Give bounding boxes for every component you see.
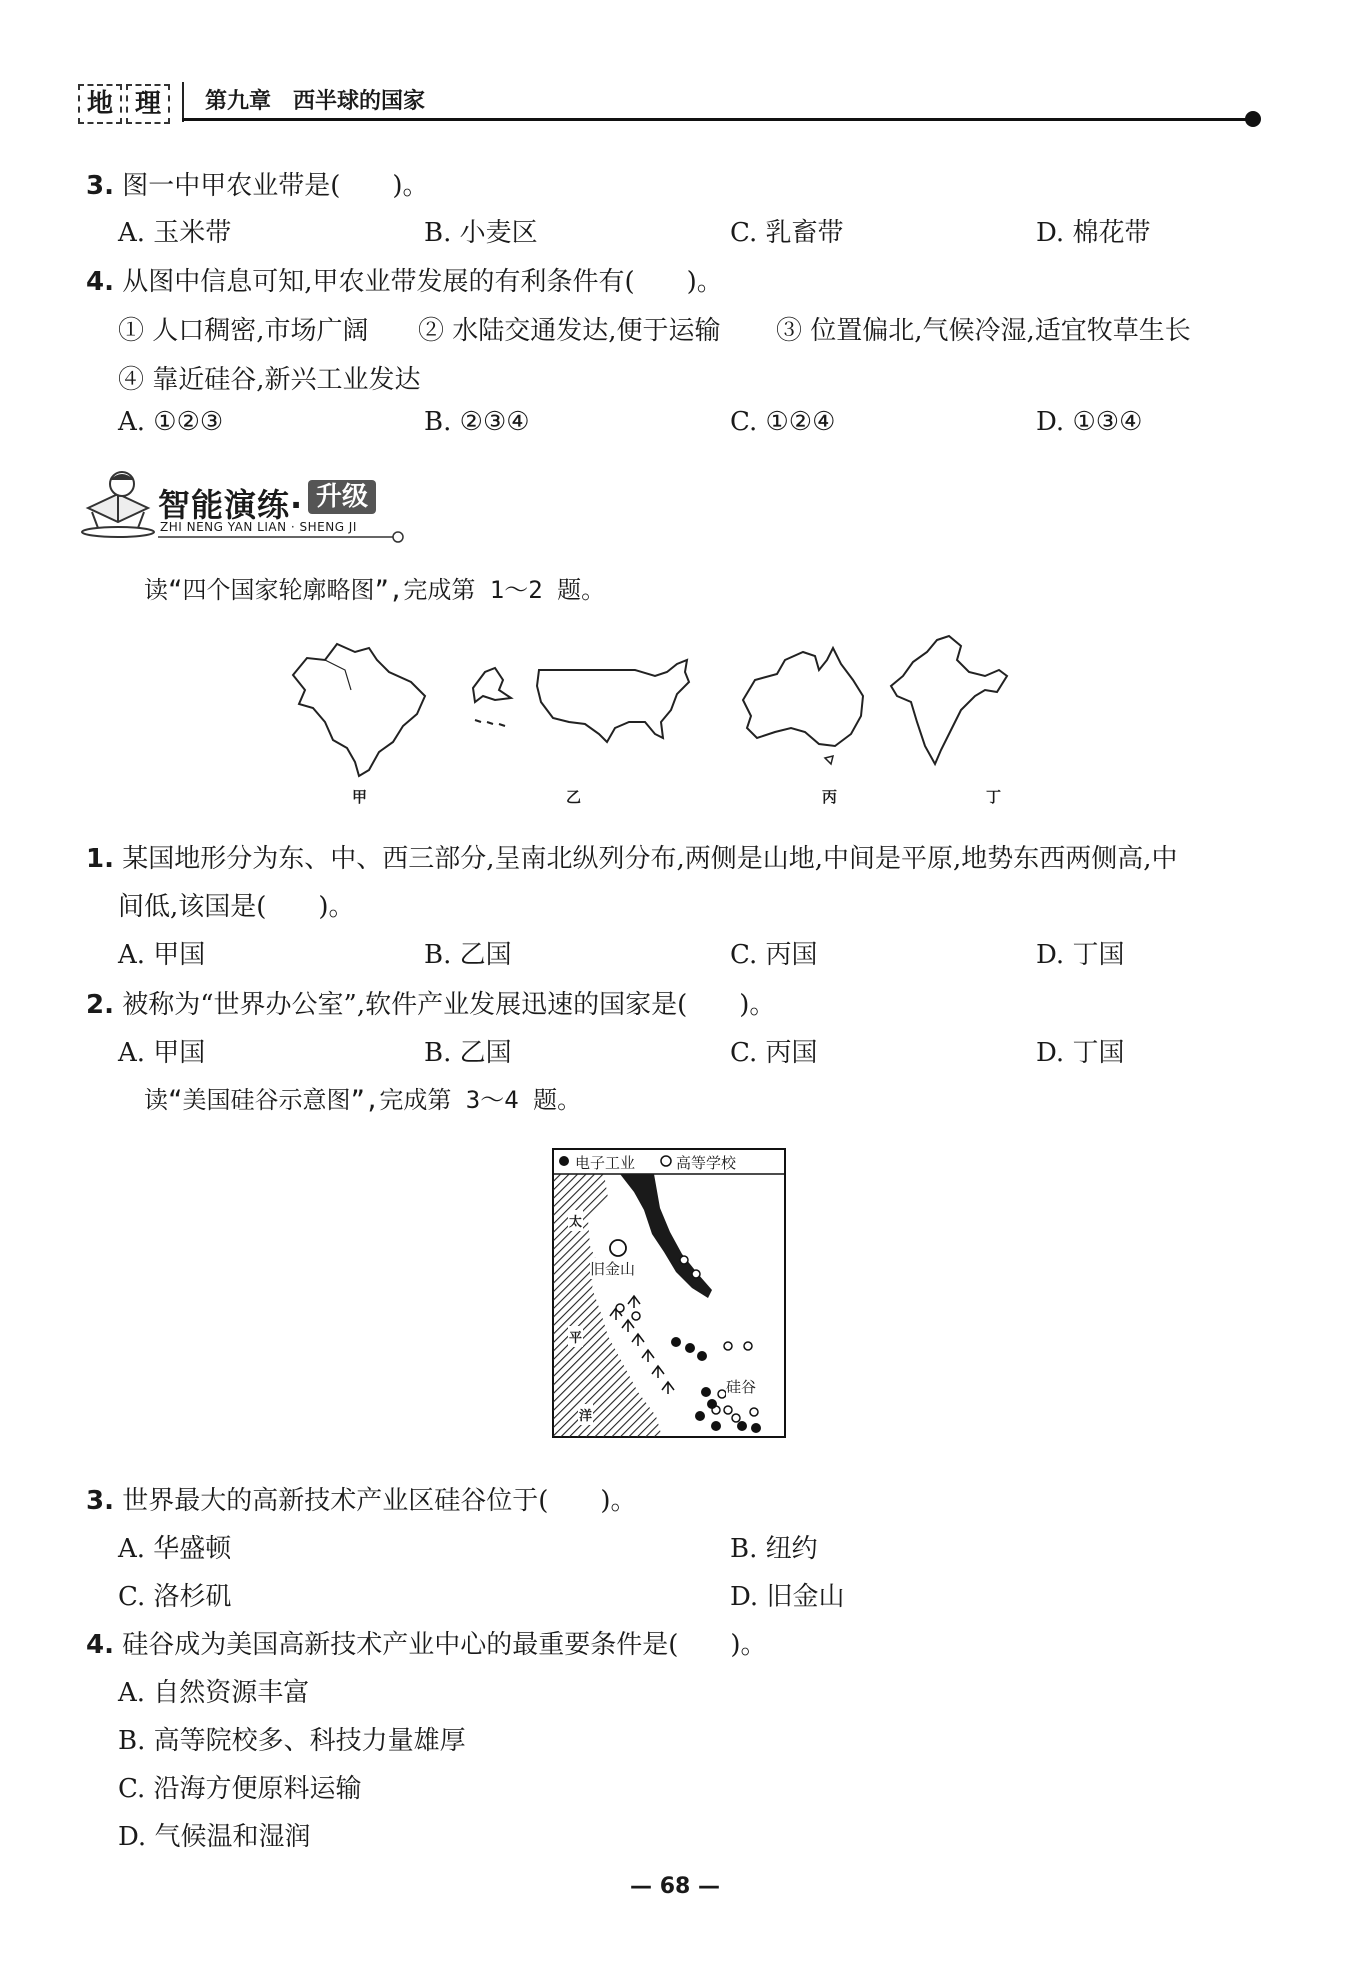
question-3b (86, 1480, 637, 1517)
silicon-valley-label: 硅谷 (726, 1378, 757, 1396)
option-c[interactable]: C. ①②④ (730, 407, 836, 437)
header-rule-dot (1245, 111, 1261, 127)
question-text: 图一中甲农业带是( )。 (122, 171, 429, 201)
san-francisco-label: 旧金山 (590, 1260, 636, 1278)
intro-country-outlines: 读“四个国家轮廓略图”,完成第 1～2 题。 (144, 576, 606, 604)
country-label-ding: 丁 (986, 788, 1002, 806)
option-a[interactable]: A. ①②③ (118, 407, 224, 437)
ocean-char-tai: 太 (568, 1210, 583, 1231)
option-b[interactable]: B. 纽约 (730, 1534, 818, 1564)
option-d[interactable]: D. ①③④ (1036, 407, 1143, 437)
country-outline-yi-alaska (473, 668, 511, 702)
banner-title: 智能演练· (158, 486, 304, 524)
option-d[interactable]: D. 旧金山 (730, 1582, 845, 1612)
banner-tag: 升级 (308, 480, 376, 514)
question-text-line2: 间低,该国是( )。 (118, 892, 355, 922)
page-number: — 68 — (630, 1874, 720, 1899)
header-divider (182, 82, 184, 122)
option-a[interactable]: A. 玉米带 (118, 218, 232, 248)
question-number: 4. (86, 1630, 114, 1660)
option-b[interactable]: B. 乙国 (424, 1038, 512, 1068)
header-rule (182, 118, 1252, 121)
option-a[interactable]: A. 华盛顿 (118, 1534, 232, 1564)
ocean-char-ping: 平 (568, 1326, 583, 1347)
option-d[interactable]: D. 气候温和湿润 (118, 1822, 311, 1852)
question-text: 世界最大的高新技术产业区硅谷位于( )。 (122, 1486, 637, 1516)
question-number: 3. (86, 171, 114, 201)
question-text: 被称为“世界办公室”,软件产业发展迅速的国家是( )。 (122, 990, 776, 1020)
question-text: 硅谷成为美国高新技术产业中心的最重要条件是( )。 (122, 1630, 767, 1660)
question-text-line1: 某国地形分为东、中、西三部分,呈南北纵列分布,两侧是山地,中间是平原,地势东西两侧高,中 (122, 844, 1178, 874)
book-reader-icon (78, 468, 160, 540)
statement-1: ① 人口稠密,市场广阔 (118, 316, 369, 346)
ocean-char-yang: 洋 (578, 1404, 593, 1425)
option-c[interactable]: C. 乳畜带 (730, 218, 844, 248)
legend-school-label: 高等学校 (676, 1154, 737, 1172)
question-4b (86, 1624, 767, 1661)
option-a[interactable]: A. 甲国 (118, 940, 206, 970)
question-1 (86, 838, 1178, 875)
statement-3: ③ 位置偏北,气候冷湿,适宜牧草生长 (776, 316, 1191, 346)
country-outline-ding (891, 636, 1007, 764)
country-label-yi: 乙 (566, 788, 582, 806)
banner-subtitle: ZHI NENG YAN LIAN · SHENG JI (160, 520, 357, 534)
question-4a (86, 261, 723, 298)
country-outline-yi (537, 660, 689, 742)
chapter-title: 第九章 西半球的国家 (205, 88, 426, 114)
option-d[interactable]: D. 丁国 (1036, 1038, 1125, 1068)
option-d[interactable]: D. 丁国 (1036, 940, 1125, 970)
country-outline-bing (743, 648, 863, 746)
option-a[interactable]: A. 甲国 (118, 1038, 206, 1068)
subject-char-li: 理 (126, 84, 170, 124)
question-number: 3. (86, 1486, 114, 1516)
question-number: 2. (86, 990, 114, 1020)
option-d[interactable]: D. 棉花带 (1036, 218, 1151, 248)
question-2 (86, 984, 775, 1021)
question-number: 4. (86, 267, 114, 297)
option-a[interactable]: A. 自然资源丰富 (118, 1678, 310, 1708)
country-outline-jia (293, 644, 425, 776)
question-text: 从图中信息可知,甲农业带发展的有利条件有( )。 (122, 267, 723, 297)
country-label-jia: 甲 (352, 788, 368, 806)
option-b[interactable]: B. 高等院校多、科技力量雄厚 (118, 1726, 466, 1756)
statement-2: ② 水陆交通发达,便于运输 (418, 316, 721, 346)
option-b[interactable]: B. ②③④ (424, 407, 530, 437)
option-b[interactable]: B. 小麦区 (424, 218, 538, 248)
question-number: 1. (86, 844, 114, 874)
option-c[interactable]: C. 丙国 (730, 1038, 818, 1068)
option-c[interactable]: C. 沿海方便原料运输 (118, 1774, 362, 1804)
banner-underline (158, 530, 408, 544)
legend-industry-label: 电子工业 (575, 1154, 636, 1172)
option-c[interactable]: C. 洛杉矶 (118, 1582, 232, 1612)
subject-char-di: 地 (78, 84, 122, 124)
country-outlines-figure (285, 630, 1065, 780)
intro-silicon-valley: 读“美国硅谷示意图”,完成第 3～4 题。 (144, 1086, 582, 1114)
option-c[interactable]: C. 丙国 (730, 940, 818, 970)
option-b[interactable]: B. 乙国 (424, 940, 512, 970)
country-label-bing: 丙 (822, 788, 838, 806)
statement-4: ④ 靠近硅谷,新兴工业发达 (118, 365, 421, 395)
question-3a (86, 165, 429, 202)
